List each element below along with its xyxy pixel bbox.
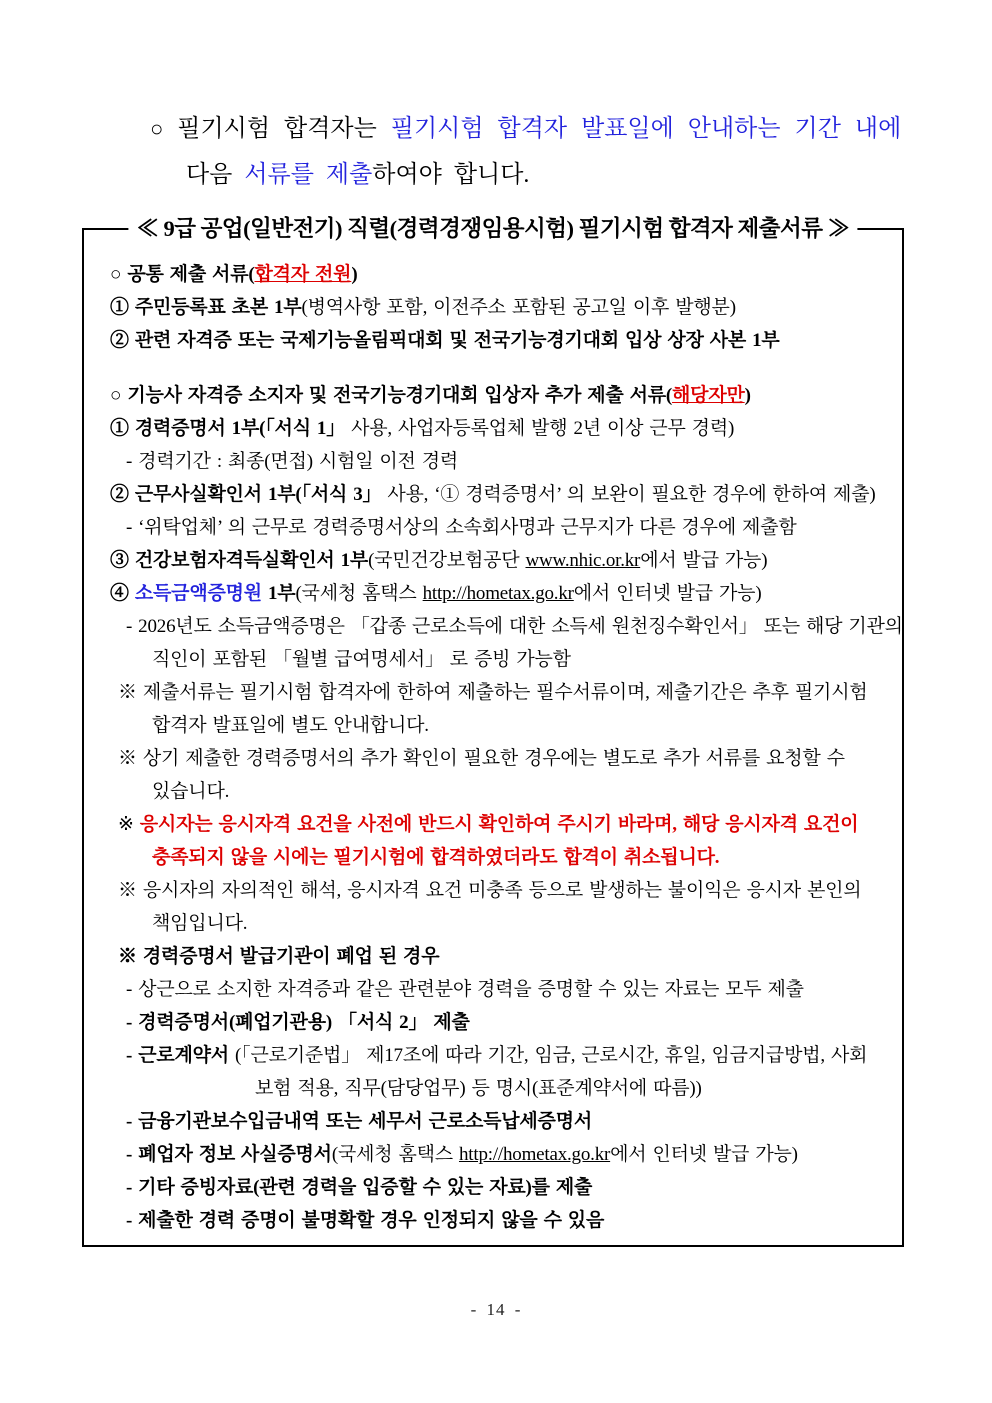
text-segment: 에서 발급 가능) xyxy=(640,550,768,571)
text-segment: 충족되지 않을 시에는 필기시험에 합격하였더라도 합격이 취소됩니다. xyxy=(152,847,720,868)
text-segment: - 금융기관보수입금내역 또는 세무서 근로소득납세증명서 xyxy=(126,1111,593,1132)
text-segment: - xyxy=(126,1045,139,1066)
submission-documents-box xyxy=(82,216,904,1247)
intro-line-1 xyxy=(150,106,930,152)
text-segment: ① 경력증명서 1부(「서식 1」 xyxy=(110,418,346,439)
page-number: - 14 - xyxy=(470,1300,522,1319)
text-line xyxy=(152,907,896,940)
text-segment: 소득금액증명원 xyxy=(134,583,262,604)
text-segment: - 경력기간 : 최종(면접) 시험일 이전 경력 xyxy=(126,451,459,472)
text-segment: 사용, 사업자등록업체 발행 2년 이상 근무 경력) xyxy=(345,418,735,439)
text-line xyxy=(110,577,896,610)
intro-line-2 xyxy=(186,152,930,198)
text-segment: - xyxy=(126,1144,139,1165)
text-line xyxy=(255,1072,896,1105)
text-line xyxy=(126,511,896,544)
text-segment: - 경력증명서(폐업기관용) 「서식 2」 제출 xyxy=(126,1012,470,1033)
text-segment: (국세청 홈택스 xyxy=(295,583,423,604)
text-line xyxy=(126,1204,896,1237)
text-segment: ③ 건강보험자격득실확인서 1부 xyxy=(110,550,369,571)
text-segment: - 제출한 경력 증명이 불명확할 경우 인정되지 않을 수 있음 xyxy=(126,1210,605,1231)
intro-line-1-text xyxy=(177,116,901,142)
text-line xyxy=(110,324,896,357)
text-line xyxy=(126,1105,896,1138)
text-line xyxy=(126,445,896,478)
text-line xyxy=(110,544,896,577)
text-segment: 보험 적용, 직무(담당업무) 등 명시(표준계약서에 따름)) xyxy=(255,1078,702,1099)
text-line xyxy=(126,1171,896,1204)
text-line xyxy=(110,357,896,379)
text-segment: - ‘위탁업체’ 의 근무로 경력증명서상의 소속회사명과 근무지가 다른 경우에 제출함 xyxy=(126,517,797,538)
text-segment: ) xyxy=(744,385,751,406)
text-segment: 책임입니다. xyxy=(152,913,248,934)
text-line xyxy=(126,1039,896,1072)
text-segment: (병역사항 포함, 이전주소 포함된 공고일 이후 발행분) xyxy=(301,297,736,318)
text-segment: 필기시험 합격자는 xyxy=(177,116,391,142)
text-segment: ○ 공통 제출 서류( xyxy=(110,264,255,285)
text-segment: (「근로기준법」 제17조에 따라 기간, 임금, 근로시간, 휴일, 임금지급방법, 사회 xyxy=(235,1045,868,1066)
text-segment: - 상근으로 소지한 자격증과 같은 관련분야 경력을 증명할 수 있는 자료는 모두 제출 xyxy=(126,979,804,1000)
text-segment: 있습니다. xyxy=(152,781,230,802)
text-line xyxy=(110,412,896,445)
text-line xyxy=(110,258,896,291)
text-line xyxy=(152,841,896,874)
box-content xyxy=(84,230,902,1237)
text-segment: 하여야 합니다. xyxy=(372,162,530,188)
text-segment: ※ 경력증명서 발급기관이 폐업 된 경우 xyxy=(118,946,440,967)
text-segment: www.nhic.or.kr xyxy=(525,550,641,571)
text-line xyxy=(110,379,896,412)
text-line xyxy=(126,1138,896,1171)
text-segment: - 기타 증빙자료(관련 경력을 입증할 수 있는 자료)를 제출 xyxy=(126,1177,593,1198)
text-segment: ※ 응시자의 자의적인 해석, 응시자격 요건 미충족 등으로 발생하는 불이익은 응시자 본인의 xyxy=(118,880,862,901)
text-line xyxy=(152,775,896,808)
text-segment: 다음 xyxy=(186,162,245,188)
text-segment: - 2026년도 소득금액증명은 「갑종 근로소득에 대한 소득세 원천징수확인서」 또는 해당 기관의 xyxy=(126,616,903,637)
text-line xyxy=(118,808,896,841)
text-segment: ※ xyxy=(118,814,140,835)
text-segment: (국세청 홈택스 xyxy=(331,1144,459,1165)
text-segment: 에서 인터넷 발급 가능) xyxy=(573,583,762,604)
text-segment: 응시자는 응시자격 요건을 사전에 반드시 확인하여 주시기 바라며, 해당 응시자격 요건이 xyxy=(139,814,859,835)
text-line xyxy=(110,291,896,324)
text-segment: 에서 인터넷 발급 가능) xyxy=(610,1144,798,1165)
text-segment: ○ 기능사 자격증 소지자 및 전국기능경기대회 입상자 추가 제출 서류( xyxy=(110,385,673,406)
text-segment: 합격자 전원 xyxy=(254,264,352,285)
text-segment: ※ 상기 제출한 경력증명서의 추가 확인이 필요한 경우에는 별도로 추가 서류를 요청할 수 xyxy=(118,748,845,769)
text-segment: 직인이 포함된 「월별 급여명세서」 로 증빙 가능함 xyxy=(152,649,571,670)
text-line xyxy=(110,478,896,511)
text-segment: 폐업자 정보 사실증명서 xyxy=(138,1144,332,1165)
text-segment: 사용, ‘① 경력증명서’ 의 보완이 필요한 경우에 한하여 제출) xyxy=(381,484,876,505)
text-segment: ② 근무사실확인서 1부(「서식 3」 xyxy=(110,484,382,505)
text-line xyxy=(118,874,896,907)
text-segment: ※ 제출서류는 필기시험 합격자에 한하여 제출하는 필수서류이며, 제출기간은 추후 필기시험 xyxy=(118,682,868,703)
text-line xyxy=(126,1006,896,1039)
intro-paragraph xyxy=(150,106,930,198)
intro-line-2-text xyxy=(186,162,529,188)
text-segment: http://hometax.go.kr xyxy=(422,583,574,604)
text-segment: 필기시험 합격자 발표일에 안내하는 기간 내에 xyxy=(390,116,902,142)
box-title: ≪ 9급 공업(일반전기) 직렬(경력경쟁임용시험) 필기시험 합격자 제출서류 ≫ xyxy=(128,213,857,245)
text-segment: ① 주민등록표 초본 1부 xyxy=(110,297,302,318)
text-line xyxy=(118,676,896,709)
text-segment: http://hometax.go.kr xyxy=(458,1144,611,1165)
text-segment: 근로계약서 xyxy=(138,1045,236,1066)
text-segment: 해당자만 xyxy=(672,385,745,406)
text-segment: 서류를 제출 xyxy=(244,162,373,188)
text-line xyxy=(126,973,896,1006)
circle-bullet-icon: ○ xyxy=(150,116,164,141)
text-line xyxy=(118,742,896,775)
text-segment: (국민건강보험공단 xyxy=(368,550,526,571)
text-segment: ) xyxy=(351,264,358,285)
text-line xyxy=(118,940,896,973)
text-segment: 1부 xyxy=(261,583,296,604)
text-line xyxy=(126,610,903,643)
text-line xyxy=(152,709,896,742)
text-segment: 합격자 발표일에 별도 안내합니다. xyxy=(152,715,429,736)
text-segment: ④ xyxy=(110,583,135,604)
text-line xyxy=(152,643,896,676)
text-segment: ② 관련 자격증 또는 국제기능올림픽대회 및 전국기능경기대회 입상 상장 사본 1부 xyxy=(110,330,780,351)
